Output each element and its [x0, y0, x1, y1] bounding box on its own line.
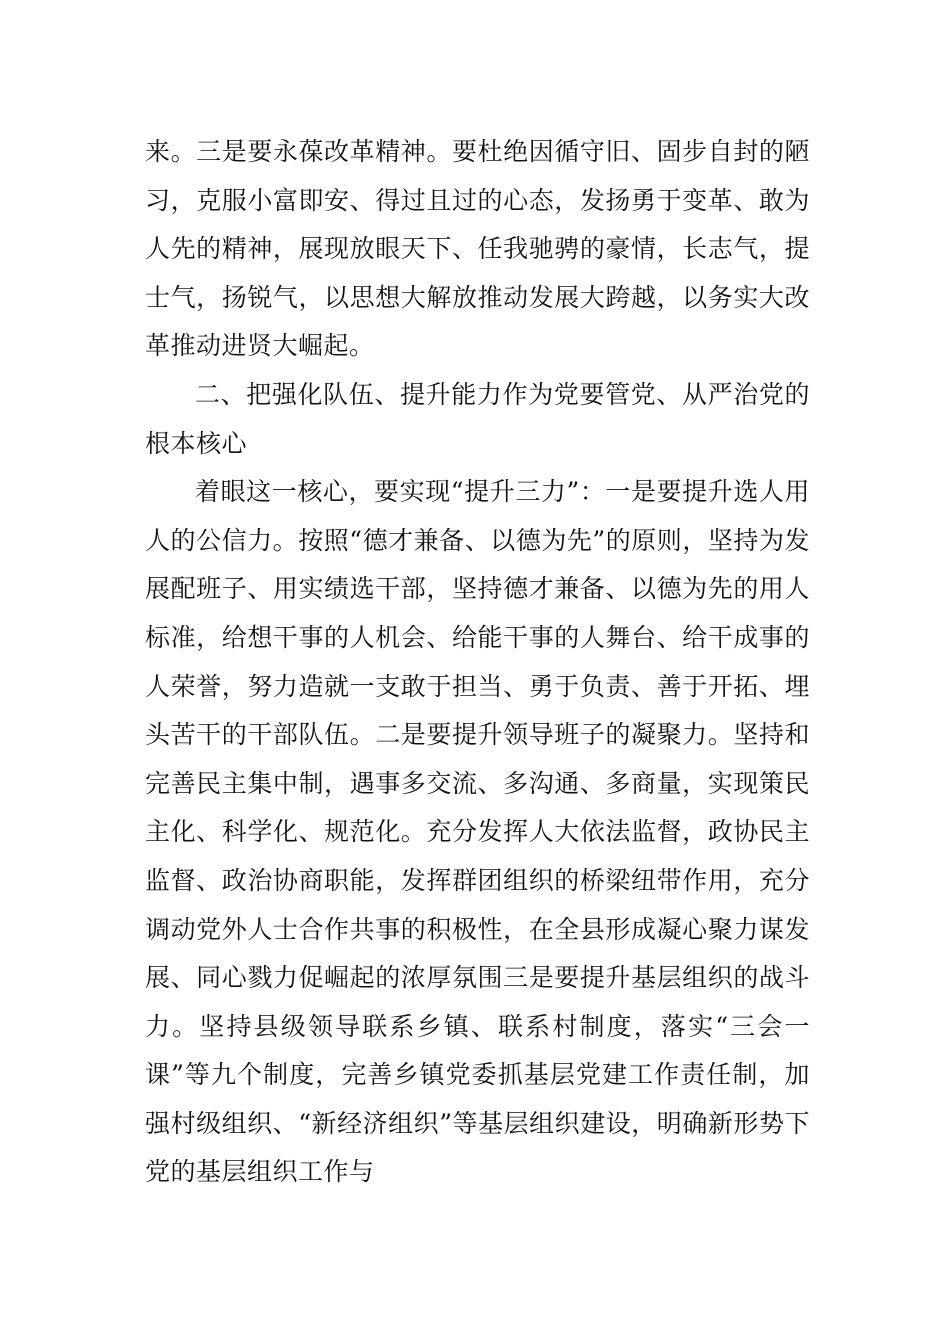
- section-heading: 二、把强化队伍、提升能力作为党要管党、从严治党的根本核心: [145, 379, 810, 458]
- paragraph-continuation: 来。三是要永葆改革精神。要杜绝因循守旧、固步自封的陋习，克服小富即安、得过且过的心态，发扬勇于变革、敢为人先的精神，展现放眼天下、任我驰骋的豪情，长志气，提士气，扬锐气，以思想大解放推动发展大跨越，以务实大改革推动进贤大崛起。: [145, 137, 810, 361]
- paragraph-body: 着眼这一核心，要实现“提升三力”：一是要提升选人用人的公信力。按照“德才兼备、以德为先”的原则，坚持为发展配班子、用实绩选干部，坚持德才兼备、以德为先的用人标准，给想干事的人机会、给能干事的人舞台、给干成事的人荣誉，努力造就一支敢于担当、勇于负责、善于开拓、埋头苦干的干部队伍。二是要提升领导班子的凝聚力。坚持和完善民主集中制，遇事多交流、多沟通、多商量，实现策民主化、科学化、规范化。充分发挥人大依法监督，政协民主监督、政治协商职能，发挥群团组织的桥梁纽带作用，充分调动党外人士合作共事的积极性，在全县形成凝心聚力谋发展、同心戮力促崛起的浓厚氛围三是要提升基层组织的战斗力。坚持县级领导联系乡镇、联系村制度，落实“三会一课”等九个制度，完善乡镇党委抓基层党建工作责任制，加强村级组织、“新经济组织”等基层组织建设，明确新形势下党的基层组织工作与: [145, 477, 810, 1187]
- document-body: [145, 128, 810, 1197]
